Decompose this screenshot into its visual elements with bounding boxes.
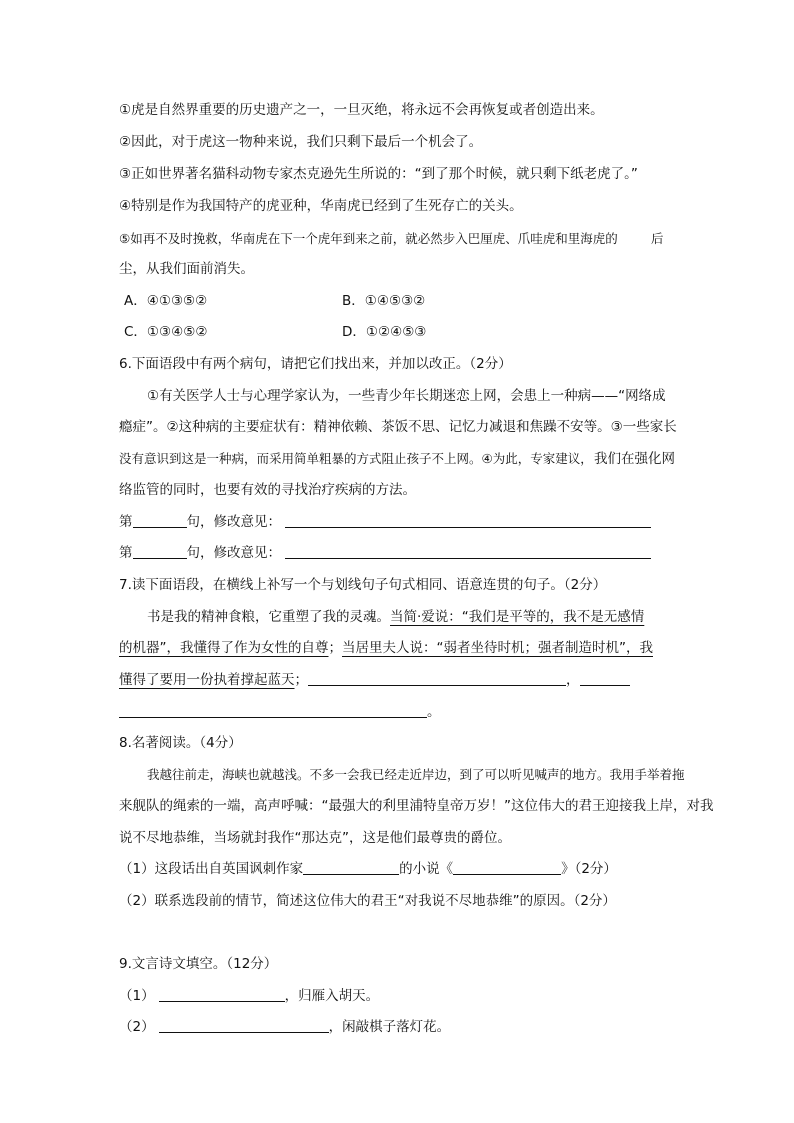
q7-answer-blank-1[interactable]: [308, 671, 566, 686]
q8-line-2: 来舰队的绳索的一端，高声呼喊：“最强大的利里浦特皇帝万岁！”这位伟大的君王迎接我上岸，对我: [119, 798, 714, 814]
q8-line-1: 我越往前走，海峡也就越浅。不多一会我已经走近岸边，到了可以听见喊声的地方。我用手举着拖: [147, 767, 685, 782]
q8-line-3: 说不尽地恭维，当场就封我作“那达克”，这是他们最尊贵的爵位。: [119, 830, 511, 846]
q6-answer-1: 第 句，修改意见：: [119, 512, 651, 532]
q9-item-2: （2） ，闲敲棋子落灯花。: [119, 1019, 451, 1035]
q8-sub-2: （2）联系选段前的情节，简述这位伟大的君王“对我说不尽地恭维”的原因。（2分）: [119, 893, 616, 909]
q8-novel-blank[interactable]: [453, 860, 561, 875]
q6-title: 6.下面语段中有两个病句，请把它们找出来，并加以改正。（2分）: [119, 356, 512, 372]
option-b: B．①④⑤③②: [342, 293, 426, 309]
q6-answer-2: 第 句，修改意见：: [119, 543, 651, 563]
q7-line-4: 。: [119, 702, 441, 722]
q8-sub-1: （1）这段话出自英国讽刺作家 的小说《 》（2分）: [119, 861, 617, 877]
q7-answer-blank-3[interactable]: [119, 703, 427, 718]
sentence-2: ②因此，对于虎这一物种来说，我们只剩下最后一个机会了。: [119, 134, 483, 150]
sentence-5: ⑤如再不及时挽救，华南虎在下一个虎年到来之前，就必然步入巴厘虎、爪哇虎和里海虎的 后: [119, 231, 664, 246]
q6-line-2: 瘾症”。②这种病的主要症状有：精神依赖、茶饭不思、记忆力减退和焦躁不安等。③一些家长: [119, 419, 677, 435]
q8-title: 8.名著阅读。（4分）: [119, 735, 242, 751]
sentence-4: ④特别是作为我国特产的虎亚种，华南虎已经到了生死存亡的关头。: [119, 198, 523, 214]
sentence-3: ③正如世界著名猫科动物专家杰克逊先生所说的：“到了那个时候，就只剩下纸老虎了。”: [119, 166, 638, 182]
q9-item-1: （1） ，归雁入胡天。: [119, 988, 380, 1004]
q9-blank-1[interactable]: [159, 987, 285, 1002]
sentence-1: ①虎是自然界重要的历史遗产之一，一旦灭绝，将永远不会再恢复或者创造出来。: [119, 102, 604, 118]
q6-revision-blank-2[interactable]: [285, 544, 651, 559]
q7-answer-blank-2[interactable]: [580, 671, 630, 686]
q6-line-1: ①有关医学人士与心理学家认为，一些青少年长期迷恋上网，会患上一种病——“网络成: [147, 388, 666, 404]
q9-blank-2[interactable]: [159, 1018, 329, 1033]
q6-revision-blank-1[interactable]: [285, 513, 651, 528]
q6-line-3: 没有意识到这是一种病，而采用简单粗暴的方式阻止孩子不上网。④为此，专家建议， 我们在强化网: [119, 451, 675, 467]
option-a: A．④①③⑤②: [124, 293, 208, 309]
q7-underlined-2: 当居里夫人说：“弱者坐待时机；强者制造时机”，我: [342, 640, 653, 656]
q7-line-2: 的机器”，我懂得了作为女性的自尊；当居里夫人说：“弱者坐待时机；强者制造时机”，我: [119, 640, 653, 656]
q7-title: 7.读下面语段，在横线上补写一个与划线句子句式相同、语意连贯的句子。（2分）: [119, 577, 607, 593]
q6-line-4: 络监管的同时，也要有效的寻找治疗疾病的方法。: [119, 482, 416, 498]
option-d: D．①②④⑤③: [342, 324, 427, 340]
q7-line-1: 书是我的精神食粮，它重塑了我的灵魂。当简·爱说：“我们是平等的，我不是无感情: [147, 609, 645, 625]
q7-underlined-1: 当简·爱说：“我们是平等的，我不是无感情: [390, 609, 645, 625]
option-c: C．①③④⑤②: [124, 324, 208, 340]
q6-sentence-blank-2[interactable]: [133, 544, 187, 559]
q6-sentence-blank-1[interactable]: [133, 513, 187, 528]
sentence-5-cont: 尘，从我们面前消失。: [119, 261, 254, 277]
q7-line-3: 懂得了要用一份执着撑起蓝天； ，: [119, 670, 630, 690]
q8-author-blank[interactable]: [303, 860, 399, 875]
q9-title: 9.文言诗文填空。（12分）: [119, 956, 278, 972]
